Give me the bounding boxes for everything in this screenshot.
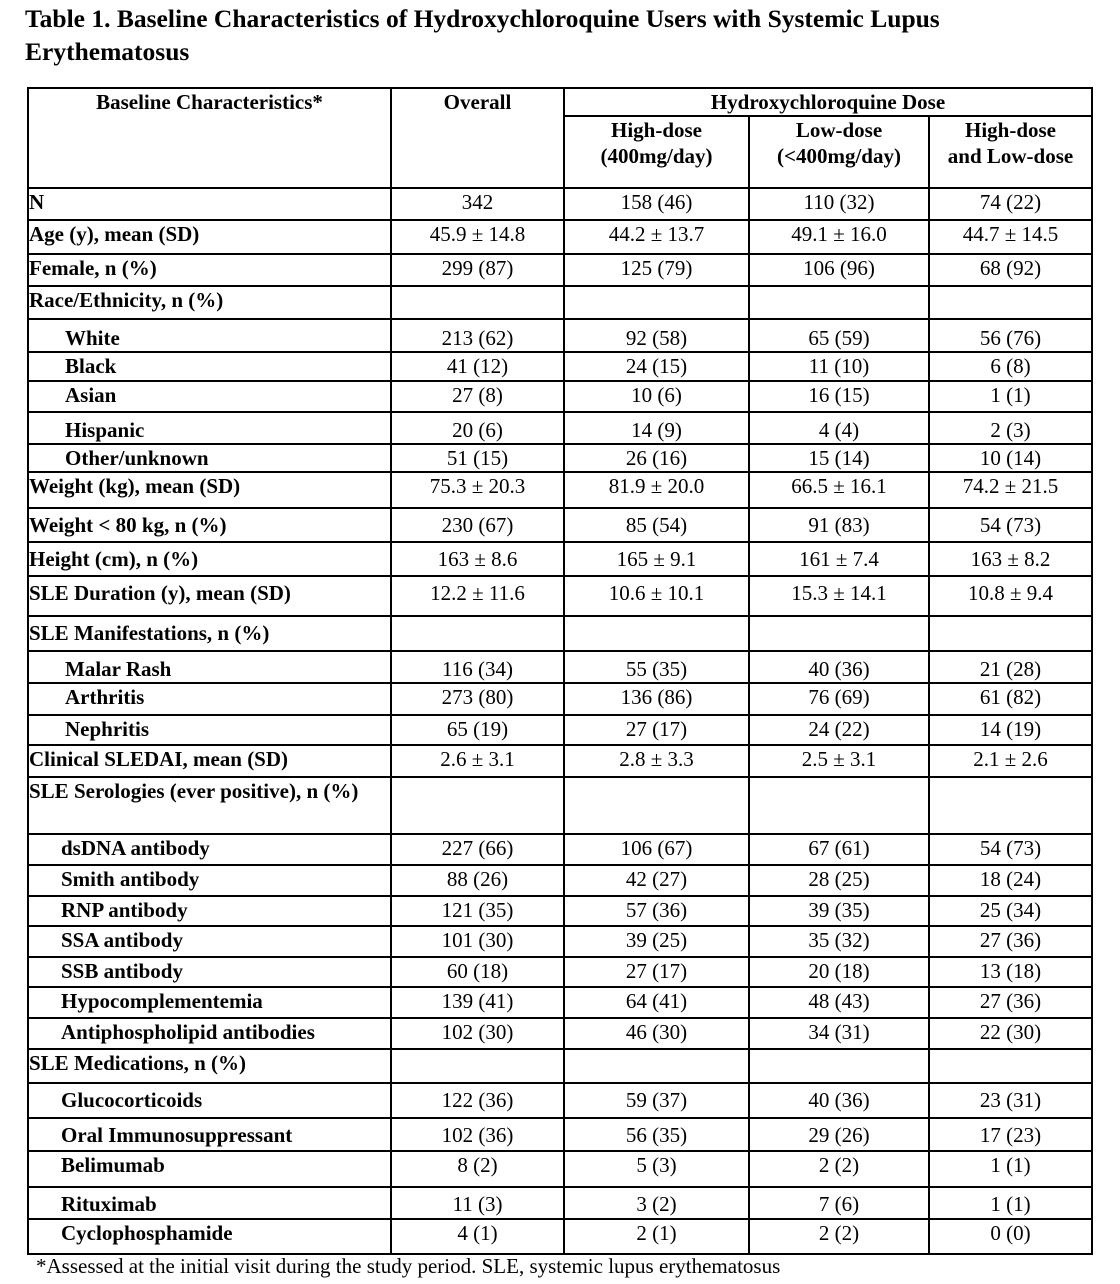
cell-low-dose — [749, 286, 929, 319]
cell-overall: 12.2 ± 11.6 — [391, 576, 564, 616]
cell-overall: 101 (30) — [391, 926, 564, 957]
table-row-sle-duration — [28, 576, 1092, 616]
cell-low-dose: 110 (32) — [749, 188, 929, 220]
row-label: Clinical SLEDAI, mean (SD) — [28, 745, 391, 777]
cell-both-dose: 44.7 ± 14.5 — [929, 220, 1092, 254]
cell-low-dose: 106 (96) — [749, 254, 929, 286]
row-label: Asian — [28, 381, 391, 412]
cell-overall: 116 (34) — [391, 651, 564, 683]
cell-high-dose: 39 (25) — [564, 926, 749, 957]
cell-both-dose: 56 (76) — [929, 319, 1092, 352]
row-label: Weight (kg), mean (SD) — [28, 472, 391, 508]
cell-low-dose: 39 (35) — [749, 896, 929, 926]
header-high-dose-line1: High-dose — [610, 118, 702, 142]
cell-both-dose — [929, 616, 1092, 651]
cell-both-dose: 21 (28) — [929, 651, 1092, 683]
cell-high-dose: 165 ± 9.1 — [564, 542, 749, 576]
cell-both-dose: 54 (73) — [929, 834, 1092, 865]
cell-both-dose — [929, 286, 1092, 319]
row-label: N — [28, 188, 391, 220]
cell-high-dose: 27 (17) — [564, 957, 749, 987]
cell-overall: 230 (67) — [391, 508, 564, 542]
cell-high-dose: 10.6 ± 10.1 — [564, 576, 749, 616]
table-row-cyclophosphamide — [28, 1219, 1092, 1254]
cell-high-dose: 64 (41) — [564, 987, 749, 1018]
cell-high-dose — [564, 616, 749, 651]
cell-high-dose: 2.8 ± 3.3 — [564, 745, 749, 777]
cell-low-dose: 76 (69) — [749, 683, 929, 715]
table-row-oral-immunosuppressant — [28, 1118, 1092, 1151]
table-row-height — [28, 542, 1092, 576]
cell-both-dose: 163 ± 8.2 — [929, 542, 1092, 576]
cell-low-dose: 40 (36) — [749, 651, 929, 683]
cell-overall: 122 (36) — [391, 1083, 564, 1118]
cell-both-dose: 1 (1) — [929, 1187, 1092, 1219]
table-row-belimumab — [28, 1151, 1092, 1187]
header-both-dose-line1: High-dose — [964, 118, 1056, 142]
cell-low-dose: 7 (6) — [749, 1187, 929, 1219]
cell-low-dose: 20 (18) — [749, 957, 929, 987]
cell-low-dose — [749, 1049, 929, 1083]
table-row-weight — [28, 472, 1092, 508]
row-label: Glucocorticoids — [28, 1083, 391, 1118]
cell-overall: 60 (18) — [391, 957, 564, 987]
table-row-white — [28, 319, 1092, 352]
section-label: SLE Medications, n (%) — [28, 1049, 391, 1083]
cell-high-dose: 106 (67) — [564, 834, 749, 865]
cell-low-dose: 91 (83) — [749, 508, 929, 542]
cell-both-dose — [929, 777, 1092, 834]
cell-low-dose: 2 (2) — [749, 1219, 929, 1254]
header-low-dose-line2: (<400mg/day) — [777, 144, 901, 168]
cell-both-dose: 17 (23) — [929, 1118, 1092, 1151]
cell-low-dose — [749, 616, 929, 651]
row-label: Black — [28, 352, 391, 381]
table-row-age — [28, 220, 1092, 254]
cell-overall: 45.9 ± 14.8 — [391, 220, 564, 254]
cell-overall: 163 ± 8.6 — [391, 542, 564, 576]
cell-high-dose: 125 (79) — [564, 254, 749, 286]
cell-both-dose: 1 (1) — [929, 381, 1092, 412]
cell-both-dose: 27 (36) — [929, 926, 1092, 957]
row-label: Height (cm), n (%) — [28, 542, 391, 576]
cell-overall: 65 (19) — [391, 715, 564, 745]
cell-high-dose: 44.2 ± 13.7 — [564, 220, 749, 254]
row-label: Female, n (%) — [28, 254, 391, 286]
cell-low-dose: 4 (4) — [749, 412, 929, 444]
cell-high-dose: 2 (1) — [564, 1219, 749, 1254]
table-row-ssa-antibody — [28, 926, 1092, 957]
table-row-weight-under-80 — [28, 508, 1092, 542]
cell-high-dose: 81.9 ± 20.0 — [564, 472, 749, 508]
cell-overall — [391, 616, 564, 651]
row-label: Malar Rash — [28, 651, 391, 683]
table-row-rituximab — [28, 1187, 1092, 1219]
cell-both-dose: 68 (92) — [929, 254, 1092, 286]
row-label: Belimumab — [28, 1151, 391, 1187]
row-label: dsDNA antibody — [28, 834, 391, 865]
cell-high-dose: 10 (6) — [564, 381, 749, 412]
cell-high-dose: 42 (27) — [564, 865, 749, 896]
cell-low-dose: 40 (36) — [749, 1083, 929, 1118]
cell-both-dose: 10 (14) — [929, 444, 1092, 472]
cell-high-dose: 46 (30) — [564, 1018, 749, 1049]
table-row-nephritis — [28, 715, 1092, 745]
row-label: Nephritis — [28, 715, 391, 745]
row-label: White — [28, 319, 391, 352]
cell-low-dose: 49.1 ± 16.0 — [749, 220, 929, 254]
header-high-dose-line2: (400mg/day) — [600, 144, 713, 168]
cell-overall: 102 (30) — [391, 1018, 564, 1049]
cell-both-dose: 2 (3) — [929, 412, 1092, 444]
cell-high-dose: 85 (54) — [564, 508, 749, 542]
row-label: Rituximab — [28, 1187, 391, 1219]
table-row-clinical-sledai — [28, 745, 1092, 777]
cell-low-dose: 66.5 ± 16.1 — [749, 472, 929, 508]
header-high-dose — [564, 116, 749, 188]
row-label: Oral Immunosuppressant — [28, 1118, 391, 1151]
table-row-n — [28, 188, 1092, 220]
cell-both-dose: 54 (73) — [929, 508, 1092, 542]
cell-low-dose: 34 (31) — [749, 1018, 929, 1049]
row-label: Weight < 80 kg, n (%) — [28, 508, 391, 542]
section-label: SLE Serologies (ever positive), n (%) — [28, 777, 391, 834]
cell-both-dose: 22 (30) — [929, 1018, 1092, 1049]
cell-high-dose: 158 (46) — [564, 188, 749, 220]
cell-high-dose — [564, 777, 749, 834]
cell-overall: 273 (80) — [391, 683, 564, 715]
cell-both-dose: 23 (31) — [929, 1083, 1092, 1118]
row-label: Hispanic — [28, 412, 391, 444]
cell-overall: 139 (41) — [391, 987, 564, 1018]
cell-overall: 11 (3) — [391, 1187, 564, 1219]
cell-low-dose: 16 (15) — [749, 381, 929, 412]
cell-high-dose — [564, 1049, 749, 1083]
table-row-arthritis — [28, 683, 1092, 715]
table-row-hispanic — [28, 412, 1092, 444]
baseline-characteristics-table — [27, 87, 1093, 1255]
header-low-dose-line1: Low-dose — [795, 118, 883, 142]
cell-low-dose: 11 (10) — [749, 352, 929, 381]
row-label: Hypocomplementemia — [28, 987, 391, 1018]
cell-high-dose — [564, 286, 749, 319]
cell-high-dose: 57 (36) — [564, 896, 749, 926]
cell-overall — [391, 1049, 564, 1083]
row-label: Antiphospholipid antibodies — [28, 1018, 391, 1049]
row-label: Other/unknown — [28, 444, 391, 472]
table-row-malar-rash — [28, 651, 1092, 683]
table-row-dsdna-antibody — [28, 834, 1092, 865]
table-row-glucocorticoids — [28, 1083, 1092, 1118]
cell-both-dose: 13 (18) — [929, 957, 1092, 987]
table-row-smith-antibody — [28, 865, 1092, 896]
cell-overall: 102 (36) — [391, 1118, 564, 1151]
table-row-other-unknown — [28, 444, 1092, 472]
table-row-rnp-antibody — [28, 896, 1092, 926]
cell-low-dose: 161 ± 7.4 — [749, 542, 929, 576]
header-baseline-characteristics: Baseline Characteristics* — [28, 88, 391, 188]
cell-both-dose: 25 (34) — [929, 896, 1092, 926]
row-label: Arthritis — [28, 683, 391, 715]
cell-high-dose: 55 (35) — [564, 651, 749, 683]
cell-both-dose: 74.2 ± 21.5 — [929, 472, 1092, 508]
row-label: Age (y), mean (SD) — [28, 220, 391, 254]
cell-both-dose: 74 (22) — [929, 188, 1092, 220]
cell-overall: 4 (1) — [391, 1219, 564, 1254]
cell-low-dose: 48 (43) — [749, 987, 929, 1018]
table-row-sle-manifestations-section — [28, 616, 1092, 651]
header-high-and-low-dose — [929, 116, 1092, 188]
table-row-black — [28, 352, 1092, 381]
cell-low-dose: 24 (22) — [749, 715, 929, 745]
cell-both-dose — [929, 1049, 1092, 1083]
section-label: SLE Manifestations, n (%) — [28, 616, 391, 651]
header-both-dose-line2: and Low-dose — [947, 144, 1074, 168]
cell-both-dose: 14 (19) — [929, 715, 1092, 745]
table-row-hypocomplementemia — [28, 987, 1092, 1018]
cell-low-dose — [749, 777, 929, 834]
cell-overall: 27 (8) — [391, 381, 564, 412]
cell-high-dose: 136 (86) — [564, 683, 749, 715]
cell-high-dose: 27 (17) — [564, 715, 749, 745]
cell-both-dose: 27 (36) — [929, 987, 1092, 1018]
cell-both-dose: 61 (82) — [929, 683, 1092, 715]
table-title: Table 1. Baseline Characteristics of Hydroxychloroquine Users with Systemic Lupus Erythematosus — [25, 4, 940, 66]
cell-overall: 2.6 ± 3.1 — [391, 745, 564, 777]
cell-both-dose: 0 (0) — [929, 1219, 1092, 1254]
cell-overall: 299 (87) — [391, 254, 564, 286]
table-footnote: *Assessed at the initial visit during the study period. SLE, systemic lupus erythematosus — [36, 1254, 781, 1278]
table-row-sle-medications-section — [28, 1049, 1092, 1083]
cell-high-dose: 59 (37) — [564, 1083, 749, 1118]
cell-overall: 20 (6) — [391, 412, 564, 444]
cell-overall: 342 — [391, 188, 564, 220]
cell-high-dose: 56 (35) — [564, 1118, 749, 1151]
cell-overall — [391, 777, 564, 834]
row-label: SSB antibody — [28, 957, 391, 987]
cell-overall: 51 (15) — [391, 444, 564, 472]
table-row-sle-serologies-section — [28, 777, 1092, 834]
cell-overall — [391, 286, 564, 319]
table-row-asian — [28, 381, 1092, 412]
cell-low-dose: 15 (14) — [749, 444, 929, 472]
cell-high-dose: 14 (9) — [564, 412, 749, 444]
cell-low-dose: 29 (26) — [749, 1118, 929, 1151]
cell-overall: 41 (12) — [391, 352, 564, 381]
cell-both-dose: 10.8 ± 9.4 — [929, 576, 1092, 616]
table-row-ssb-antibody — [28, 957, 1092, 987]
header-hydroxychloroquine-dose: Hydroxychloroquine Dose — [564, 88, 1092, 116]
cell-overall: 88 (26) — [391, 865, 564, 896]
table-body — [28, 188, 1092, 1254]
row-label: Smith antibody — [28, 865, 391, 896]
table-row-antiphospholipid-antibodies — [28, 1018, 1092, 1049]
row-label: RNP antibody — [28, 896, 391, 926]
cell-both-dose: 18 (24) — [929, 865, 1092, 896]
cell-overall: 75.3 ± 20.3 — [391, 472, 564, 508]
table-row-race-ethnicity-section — [28, 286, 1092, 319]
row-label: SSA antibody — [28, 926, 391, 957]
cell-high-dose: 3 (2) — [564, 1187, 749, 1219]
cell-low-dose: 28 (25) — [749, 865, 929, 896]
cell-overall: 227 (66) — [391, 834, 564, 865]
row-label: Cyclophosphamide — [28, 1219, 391, 1254]
cell-low-dose: 35 (32) — [749, 926, 929, 957]
cell-high-dose: 92 (58) — [564, 319, 749, 352]
header-overall: Overall — [391, 88, 564, 188]
cell-low-dose: 2 (2) — [749, 1151, 929, 1187]
cell-overall: 8 (2) — [391, 1151, 564, 1187]
cell-low-dose: 67 (61) — [749, 834, 929, 865]
cell-high-dose: 26 (16) — [564, 444, 749, 472]
cell-both-dose: 6 (8) — [929, 352, 1092, 381]
cell-high-dose: 24 (15) — [564, 352, 749, 381]
cell-both-dose: 2.1 ± 2.6 — [929, 745, 1092, 777]
table-row-female — [28, 254, 1092, 286]
cell-low-dose: 2.5 ± 3.1 — [749, 745, 929, 777]
cell-overall: 213 (62) — [391, 319, 564, 352]
cell-both-dose: 1 (1) — [929, 1151, 1092, 1187]
cell-low-dose: 15.3 ± 14.1 — [749, 576, 929, 616]
row-label: SLE Duration (y), mean (SD) — [28, 576, 391, 616]
cell-overall: 121 (35) — [391, 896, 564, 926]
header-low-dose — [749, 116, 929, 188]
cell-high-dose: 5 (3) — [564, 1151, 749, 1187]
section-label: Race/Ethnicity, n (%) — [28, 286, 391, 319]
cell-low-dose: 65 (59) — [749, 319, 929, 352]
